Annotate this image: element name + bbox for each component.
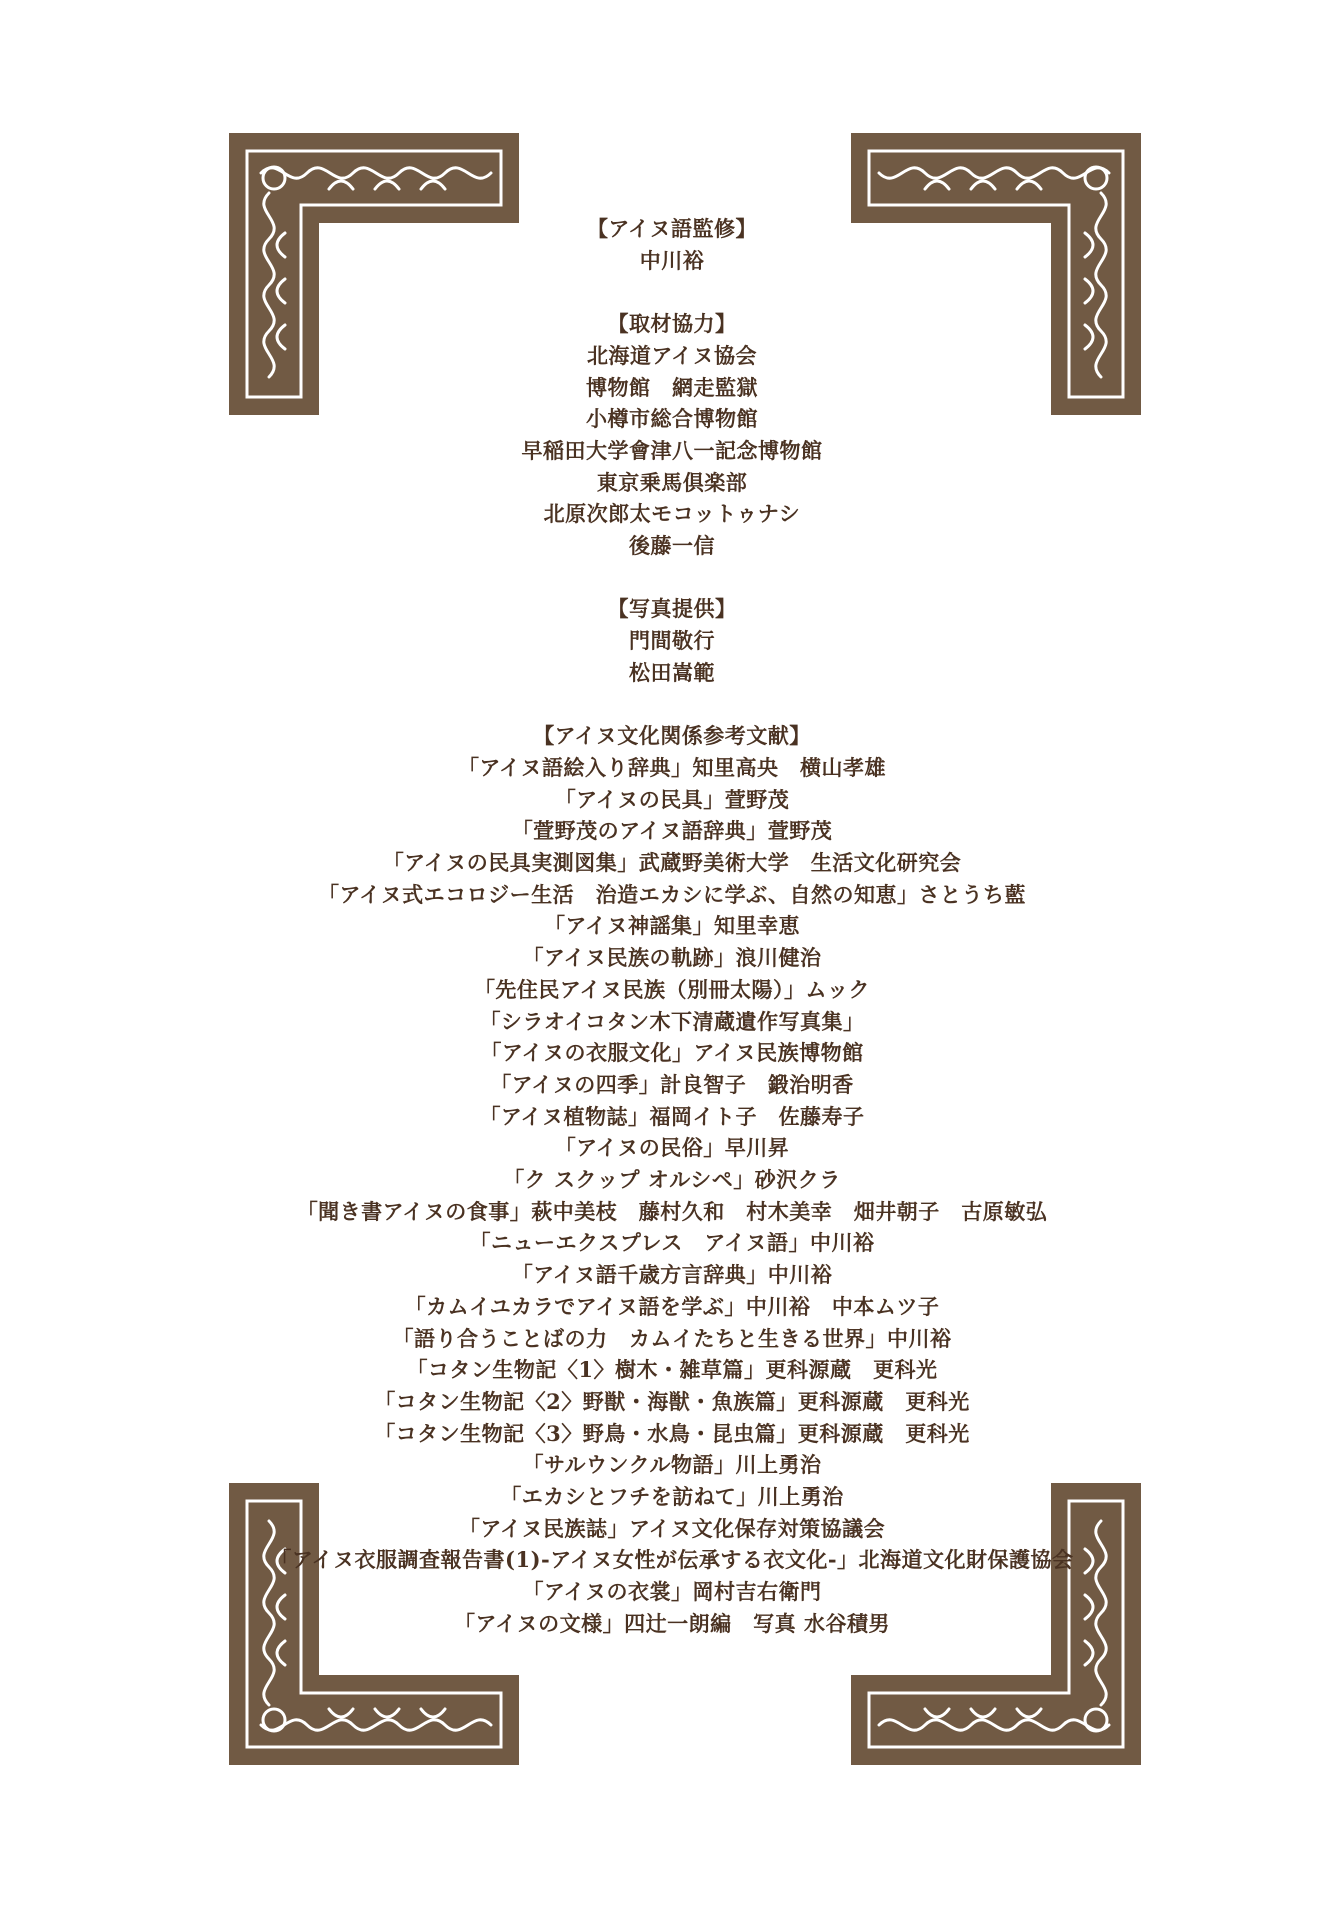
reference-line: 「アイヌの民具」萱野茂 bbox=[554, 786, 790, 812]
reference-line: 「アイヌの衣裳」岡村吉右衛門 bbox=[522, 1579, 822, 1605]
reference-line: 「アイヌの衣服文化」アイヌ民族博物館 bbox=[480, 1040, 864, 1066]
reference-line: 「アイヌの文様」四辻一朗編 写真 水谷積男 bbox=[454, 1610, 890, 1636]
reference-line: 「コタン生物記〈1〉樹木・雑草篇」更科源蔵 更科光 bbox=[406, 1357, 938, 1383]
reference-line: 「萱野茂のアイヌ語辞典」萱野茂 bbox=[511, 818, 833, 844]
reference-line: 「アイヌ神謡集」知里幸恵 bbox=[543, 913, 801, 939]
reference-line: 「ニューエクスプレス アイヌ語」中川裕 bbox=[469, 1230, 875, 1256]
credit-line: 早稲田大学會津八一記念博物館 bbox=[521, 437, 823, 463]
reference-line: 「語り合うことばの力 カムイたちと生きる世界」中川裕 bbox=[392, 1325, 952, 1351]
reference-line: 「シラオイコタン木下清蔵遺作写真集」 bbox=[479, 1008, 865, 1034]
reference-line: 「サルウンクル物語」川上勇治 bbox=[522, 1452, 822, 1478]
section-heading: 【アイヌ語監修】 bbox=[586, 216, 758, 241]
reference-line: 「アイヌの四季」計良智子 鍛治明香 bbox=[490, 1071, 854, 1097]
credit-line: 北原次郎太モコットゥナシ bbox=[543, 501, 801, 527]
reference-line: 「アイヌ民族の軌跡」浪川健治 bbox=[522, 945, 822, 971]
reference-line: 「ク スクップ オルシペ」砂沢クラ bbox=[503, 1167, 841, 1193]
reference-line: 「先住民アイヌ民族（別冊太陽）」ムック bbox=[473, 976, 871, 1002]
credit-line: 後藤一信 bbox=[629, 533, 715, 559]
reference-line: 「アイヌ語千歳方言辞典」中川裕 bbox=[511, 1262, 833, 1288]
reference-line: 「コタン生物記〈3〉野鳥・水鳥・昆虫篇」更科源蔵 更科光 bbox=[374, 1420, 970, 1446]
reference-line: 「アイヌ植物誌」福岡イト子 佐藤寿子 bbox=[479, 1103, 865, 1129]
reference-line: 「アイヌ式エコロジー生活 治造エカシに学ぶ、自然の知恵」さとうち藍 bbox=[317, 881, 1027, 907]
reference-line: 「アイヌの民具実測図集」武蔵野美術大学 生活文化研究会 bbox=[382, 850, 962, 876]
reference-line: 「アイヌ衣服調査報告書(1)-アイヌ女性が伝承する衣文化-」北海道文化財保護協会 bbox=[270, 1547, 1074, 1573]
reference-line: 「聞き書アイヌの食事」萩中美枝 藤村久和 村木美幸 畑井朝子 古原敏弘 bbox=[296, 1198, 1048, 1224]
section-heading: 【取材協力】 bbox=[607, 311, 737, 337]
credit-line: 中川裕 bbox=[639, 247, 705, 273]
credit-line: 北海道アイヌ協会 bbox=[586, 342, 758, 368]
section-heading: 【アイヌ文化関係参考文献】 bbox=[533, 723, 811, 749]
reference-line: 「アイヌの民俗」早川昇 bbox=[554, 1135, 790, 1161]
credit-line: 門間敬行 bbox=[629, 628, 715, 654]
reference-line: 「アイヌ民族誌」アイヌ文化保存対策協議会 bbox=[458, 1515, 886, 1541]
credit-line: 博物館 網走監獄 bbox=[586, 374, 758, 400]
credit-line: 松田嵩範 bbox=[629, 659, 715, 685]
credit-line: 小樽市総合博物館 bbox=[586, 406, 758, 432]
credit-line: 東京乗馬倶楽部 bbox=[596, 469, 748, 495]
reference-line: 「エカシとフチを訪ねて」川上勇治 bbox=[500, 1484, 844, 1510]
reference-line: 「アイヌ語絵入り辞典」知里高央 横山孝雄 bbox=[457, 754, 887, 780]
reference-line: 「カムイユカラでアイヌ語を学ぶ」中川裕 中本ムツ子 bbox=[404, 1293, 940, 1319]
section-heading: 【写真提供】 bbox=[607, 596, 737, 622]
reference-line: 「コタン生物記〈2〉野獣・海獣・魚族篇」更科源蔵 更科光 bbox=[374, 1388, 970, 1414]
credits-text bbox=[0, 213, 1344, 1640]
